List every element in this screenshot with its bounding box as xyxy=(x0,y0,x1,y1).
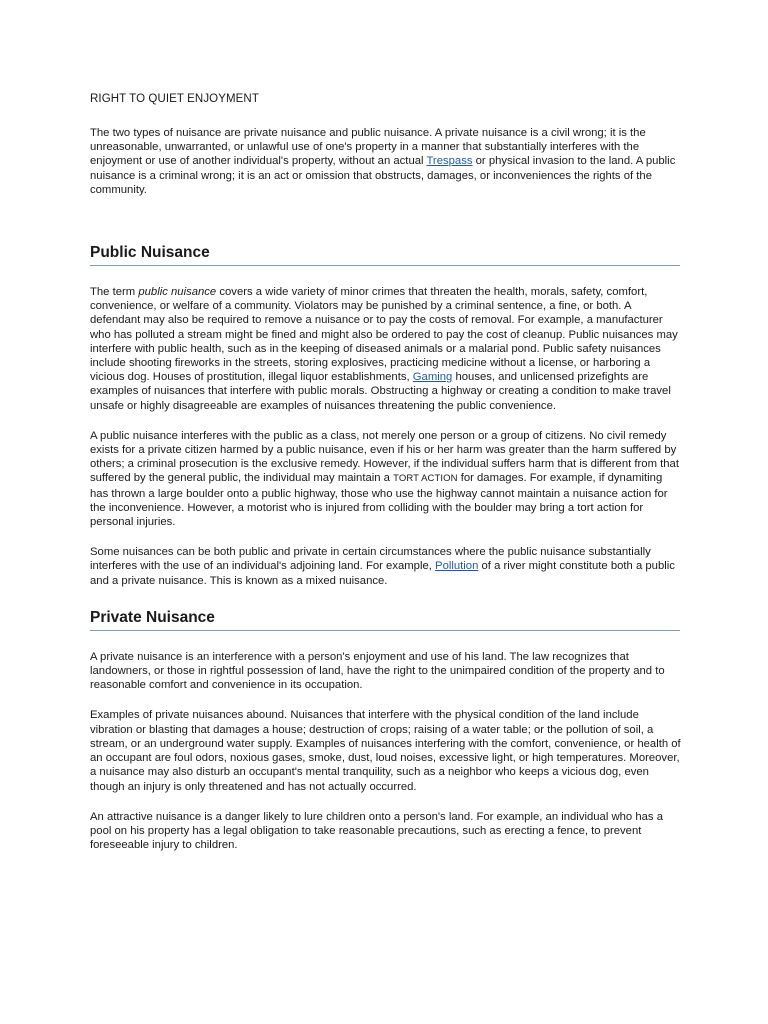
intro-text-1: The two types of nuisance are private nuisance and public nuisance. A private nuisance is a civil wrong; it is the unreasonable, unwarranted, or unlawful use of one's property in a manner that substantially interferes with the enjoyment or use of another individual's property, without an actual xyxy=(90,127,646,168)
document-title: RIGHT TO QUIET ENJOYMENT xyxy=(90,93,259,105)
public-paragraph-1 xyxy=(90,285,682,413)
private-paragraph-2: Examples of private nuisances abound. Nuisances that interfere with the physical condition of the land include vibration or blasting that damages a house; destruction of crops; raising of a water table; or the pollution of soil, a stream, or an underground water supply. Examples of nuisances interfering with the comfort, convenience, or health of an occupant are foul odors, noxious gases, smoke, dust, loud noises, excessive light, or high temperatures. Moreover, a nuisance may also disturb an occupant's mental tranquility, such as a neighbor who keeps a vicious dog, even though an injury is only threatened and has not actually occurred. xyxy=(90,709,681,793)
intro-paragraph xyxy=(90,126,682,197)
private-paragraph-3: An attractive nuisance is a danger likely to lure children onto a person's land. For example, an individual who has a pool on his property has a legal obligation to take reasonable precautions, such as erecting a fence, to prevent foreseeable injury to children. xyxy=(90,810,663,852)
public-paragraph-3 xyxy=(90,545,682,588)
tort-action-term: TORT ACTION xyxy=(393,473,458,485)
private-nuisance-heading: Private Nuisance xyxy=(90,608,680,631)
document-body xyxy=(90,92,682,868)
trespass-link[interactable]: Trespass xyxy=(426,155,473,168)
gaming-link[interactable]: Gaming xyxy=(412,371,453,384)
public-p1-text-2: covers a wide variety of minor crimes that threaten the health, morals, safety, comfort, convenience, or welfare of a community. Violators may be punished by a criminal sentence, a fine, or both. A defendant may also be required to remove a nuisance or to pay the costs of removal. For example, a manufacturer who has polluted a stream might be fined and might also be ordered to pay the cost of cleanup. Public nuisances may interfere with public health, such as in the keeping of diseased animals or a malarial pond. Public safety nuisances include shooting fireworks in the streets, storing explosives, practicing medicine without a license, or harboring a vicious dog. Houses of prostitution, illegal liquor establishments, xyxy=(90,286,678,384)
public-nuisance-heading: Public Nuisance xyxy=(90,243,680,266)
public-p2-text-1: A public nuisance interferes with the public as a class, not merely one person or a group of citizens. No civil remedy exists for a private citizen harmed by a public nuisance, even if his or her harm was greater than the harm suffered by others; a criminal prosecution is the exclusive remedy. However, if the individual suffers harm that is different from that suffered by the general public, the individual may maintain a xyxy=(90,429,679,485)
public-paragraph-2 xyxy=(90,429,682,529)
public-p3-text-2: of a river might constitute both a public and a private nuisance. This is known as a mixed nuisance. xyxy=(90,560,675,587)
public-p3-text-1: Some nuisances can be both public and private in certain circumstances where the public nuisance substantially interferes with the use of an individual's adjoining land. For example, xyxy=(90,546,651,573)
pollution-link[interactable]: Pollution xyxy=(435,560,479,573)
public-p1-text-3: houses, and unlicensed prizefights are examples of nuisances that interfere with public morals. Obstructing a highway or creating a condition to make travel unsafe or highly disagreeable are examples of nuisances threatening the public convenience. xyxy=(90,371,671,412)
public-p1-text-1: The term xyxy=(90,286,139,299)
public-p2-text-2: for damages. For example, if dynamiting has thrown a large boulder onto a public highway, those who use the highway cannot maintain a nuisance action for the inconvenience. However, a motorist who is injured from colliding with the boulder may bring a tort action for personal injuries. xyxy=(90,472,668,529)
private-paragraph-1: A private nuisance is an interference with a person's enjoyment and use of his land. The law recognizes that landowners, or those in rightful possession of land, have the right to the unimpaired condition of the property and to reasonable comfort and convenience in its occupation. xyxy=(90,650,665,692)
public-nuisance-term: public nuisance xyxy=(138,286,217,299)
intro-text-2: or physical invasion to the land. A public nuisance is a criminal wrong; it is an act or omission that obstructs, damages, or inconveniences the rights of the community. xyxy=(90,155,676,196)
